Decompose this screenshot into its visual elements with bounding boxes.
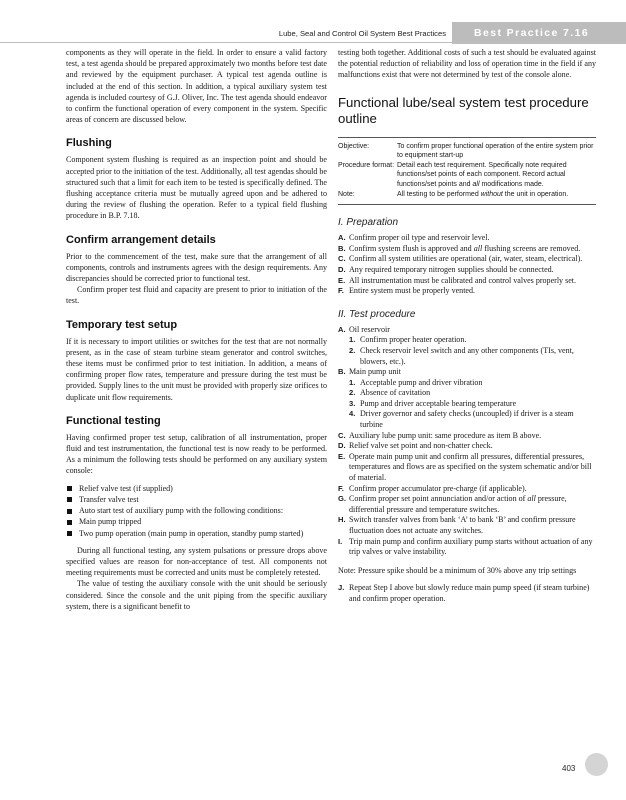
procedure-item: F. Confirm proper accumulator pre-charge (if applicable). — [338, 483, 527, 493]
bullet-square-icon — [67, 497, 72, 502]
prep-item: F. Entire system must be properly vented. — [338, 286, 476, 296]
during-testing-paragraph: During all functional testing, any system pulsations or pressure drops above specified values are reason for non-acceptance of test. All components not meeting requirements must be corrected and units must be completely retested. — [66, 545, 327, 578]
confirm-fluid-paragraph: Confirm proper test fluid and capacity are present to prior to initiation of the test. — [66, 285, 327, 306]
procedure-subitem: 1. Acceptable pump and driver vibration — [349, 377, 483, 387]
confirm-arrangement-paragraph: Prior to the commencement of the test, make sure that the arrangement of all components, controls and instruments agrees with the design requirements. Any discrepancies should be corrected prior to functional test. — [66, 251, 327, 284]
procedure-subitem: 3. Pump and driver acceptable bearing temperature — [349, 398, 517, 408]
right-column — [338, 47, 596, 604]
best-practice-label: Best Practice 7.16 — [474, 27, 590, 39]
list-item: Relief valve test (if supplied) — [66, 483, 327, 494]
confirm-arrangement-heading: Confirm arrangement details — [66, 233, 216, 246]
value-testing-paragraph: The value of testing the auxiliary console with the unit should be seriously considered. Since the console and the unit piping from the specific auxiliary system, there is a significant benefit to — [66, 579, 327, 611]
functional-testing-paragraph: Having confirmed proper test setup, calibration of all instrumentation, proper fluid and test instrumentation, the functional test is now ready to be performed. As a minimum the following tests should be performed on any auxiliary system console: — [66, 432, 327, 476]
bullet-square-icon — [67, 531, 72, 536]
procedure-subitem: 2. Check reservoir level switch and any other components (TIs, vent, blowers, etc.). — [349, 345, 574, 366]
procedure-item: G. Confirm proper set point annunciation and/or action of all pressure, differential pressure and temperature switches. — [338, 494, 567, 514]
right-intro-paragraph: testing both together. Additional costs of such a test should be evaluated against the potential reduction of reliability and loss of operation time in the field if any malfunctions exist that were not determined by test of the console alone. — [338, 48, 596, 80]
page-number: 403 — [562, 764, 576, 773]
procedure-item: I. Trip main pump and confirm auxiliary pump starts without actuation of any trip valves or valve instability. — [338, 536, 593, 557]
prep-item: B. Confirm system flush is approved and all flushing screens are removed. — [338, 243, 581, 253]
bullet-square-icon — [67, 486, 72, 491]
bullet-square-icon — [67, 509, 72, 514]
list-item: Main pump tripped — [66, 516, 327, 527]
temporary-setup-paragraph: If it is necessary to import utilities or switches for the test that are not normally present, as in the case of steam turbine steam generator and control switches, these items must be confirmed prior to test initiation. In addition, a means of confirming proper flow rates, temperature and pressure during the test must be provided. Supply lines to the unit must be provided with properly size orifices to duplicate unit flow requirements. — [66, 336, 327, 402]
prep-item: A. Confirm proper oil type and reservoir level. — [338, 233, 490, 243]
objective-box — [338, 137, 596, 206]
header-rule — [0, 42, 626, 43]
left-column — [66, 47, 327, 612]
list-item: Auto start test of auxiliary pump with the following conditions: — [66, 505, 327, 516]
intro-paragraph: components as they will operate in the field. In order to ensure a valid factory test, a test agenda should be prepared approximately two months before test date and reviewed by the equipment purchaser. A typical test agenda outline is included at the end of this section. In addition, a typical auxiliary system test agenda is included courtesy of G.J. Oliver, Inc. The test agenda should endeavor to confirm the functional operation of every component in the system. Specific areas of concern are discussed below. — [66, 48, 327, 125]
test-bullet-list — [66, 483, 327, 539]
running-title: Lube, Seal and Control Oil System Best Practices — [278, 29, 446, 38]
procedure-item: E. Operate main pump unit and confirm all pressures, differential pressures, temperatures and flows are as specified on the system schematic and/or bill of material. — [338, 451, 592, 483]
bullet-square-icon — [67, 520, 72, 525]
objective-row: Objective: To confirm proper functional operation of the entire system prior to equipment start-up — [338, 142, 594, 160]
procedure-item: C. Auxiliary lube pump unit: same procedure as item B above. — [338, 430, 542, 440]
procedure-subitem: 1. Confirm proper heater operation. — [349, 335, 467, 345]
procedure-item: A. Oil reservoir — [338, 324, 390, 334]
procedure-row: Procedure format: Detail each test requirement. Specifically note required functions/set points of each component. Record actual functions/set points and all modifications made. — [338, 161, 567, 188]
procedure-item: H. Switch transfer valves from bank ‘A’ to bank ‘B’ and confirm pressure fluctuation does not actuate any switches. — [338, 515, 576, 536]
preparation-heading: I. Preparation — [338, 217, 399, 229]
procedure-subitem: 4. Driver governor and safety checks (uncoupled) if driver is a steam turbine — [349, 409, 574, 430]
temporary-setup-heading: Temporary test setup — [66, 318, 178, 331]
procedure-item: D. Relief valve set point and non-chatter check. — [338, 441, 493, 451]
prep-item: D. Any required temporary nitrogen supplies should be connected. — [338, 264, 554, 274]
outline-title: Functional lube/seal system test procedure outline — [338, 94, 589, 126]
flushing-paragraph: Component system flushing is required as an inspection point and should be accepted prior to the initiation of the test. Additionally, all test agendas should be structured such that a limit for each item to be tested is specifically defined. The flushing acceptance criteria must be mutually agreed upon and be adhered to during the review of flushing the operation. Refer to a typical field flushing procedure in B.P. 7.18. — [66, 155, 327, 221]
pressure-spike-note: Note: Pressure spike should be a minimum of 30% above any trip settings — [338, 565, 577, 575]
prep-item: E. All instrumentation must be calibrated and control valves properly set. — [338, 275, 577, 285]
procedure-subitem: 2. Absence of cavitation — [349, 388, 431, 398]
functional-testing-heading: Functional testing — [66, 414, 161, 427]
note-row: Note: All testing to be performed without the unit in operation. — [338, 190, 569, 198]
procedure-item: J. Repeat Step I above but slowly reduce main pump speed (if steam turbine) and confirm proper operation. — [338, 583, 590, 603]
flushing-heading: Flushing — [66, 137, 112, 150]
prep-item: C. Confirm all system utilities are operational (air, water, steam, electrical). — [338, 254, 583, 264]
page-number-circle — [585, 753, 608, 776]
list-item: Two pump operation (main pump in operation, standby pump started) — [66, 528, 327, 539]
list-item: Transfer valve test — [66, 494, 327, 505]
test-procedure-heading: II. Test procedure — [338, 308, 416, 320]
procedure-item: B. Main pump unit — [338, 367, 401, 377]
